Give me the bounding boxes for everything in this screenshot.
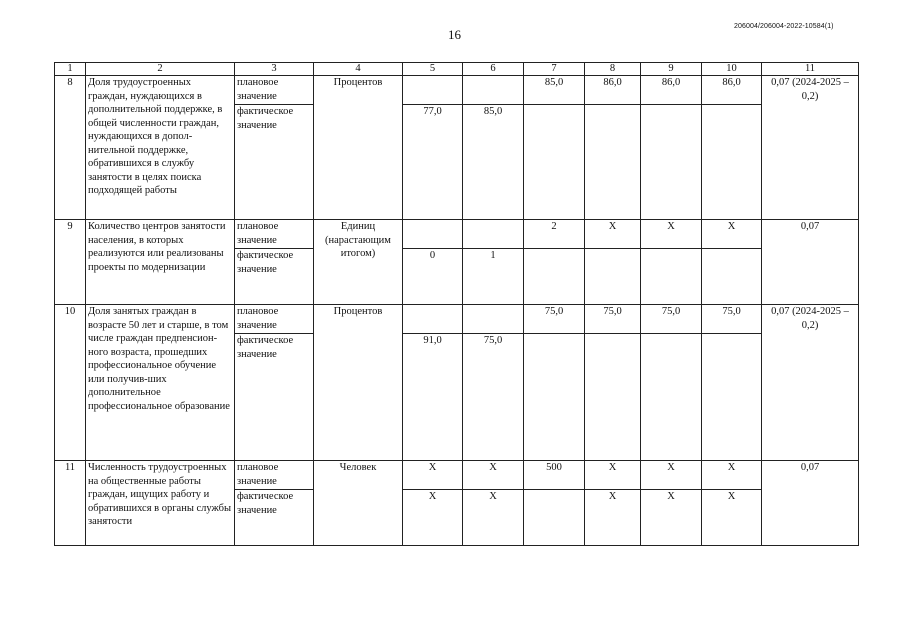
value-cell: 75,0 [463,334,524,461]
value-cell: 75,0 [524,305,585,334]
value-cell: X [641,220,702,249]
value-cell: X [403,461,463,490]
value-cell: 1 [463,249,524,305]
value-cell: 85,0 [463,105,524,220]
value-cell [463,305,524,334]
value-cell: X [702,461,762,490]
value-cell [524,249,585,305]
fact-label: фактическое значение [235,249,314,305]
document-id: 206004/206004-2022-10584(1) [734,23,834,30]
value-cell: X [702,490,762,546]
value-cell [403,220,463,249]
table-row [55,76,859,105]
value-cell [641,249,702,305]
plan-label: плановое значение [235,461,314,490]
value-cell [641,105,702,220]
column-number: 10 [702,63,762,76]
value-cell: 0 [403,249,463,305]
value-cell [403,305,463,334]
fact-label: фактическое значение [235,334,314,461]
value-cell: 75,0 [702,305,762,334]
value-cell: 75,0 [585,305,641,334]
indicator-name: Доля трудоустроенных граждан, нуждающихся в дополнительной поддержке, в общей численности граждан, нуждающихся в допол-нительной поддержке, обратившихся в службу занятости в целях поиска подходящей работы [86,76,235,220]
value-cell [702,105,762,220]
weight-cell: 0,07 (2024-2025 – 0,2) [762,305,859,461]
plan-label: плановое значение [235,305,314,334]
value-cell: 86,0 [585,76,641,105]
indicators-table [54,62,859,546]
value-cell: 500 [524,461,585,490]
column-number: 1 [55,63,86,76]
column-number: 11 [762,63,859,76]
page-number: 16 [448,27,461,42]
column-number: 5 [403,63,463,76]
fact-label: фактическое значение [235,490,314,546]
value-cell [641,334,702,461]
unit-cell: Процентов [314,76,403,220]
value-cell [702,249,762,305]
value-cell: 77,0 [403,105,463,220]
fact-label: фактическое значение [235,105,314,220]
value-cell: X [463,461,524,490]
value-cell: X [403,490,463,546]
value-cell: X [702,220,762,249]
column-number: 8 [585,63,641,76]
column-number: 2 [86,63,235,76]
value-cell: 85,0 [524,76,585,105]
value-cell [524,105,585,220]
column-number: 9 [641,63,702,76]
row-number: 9 [55,220,86,305]
value-cell: 86,0 [702,76,762,105]
value-cell: 91,0 [403,334,463,461]
value-cell: X [641,490,702,546]
value-cell [403,76,463,105]
indicator-name: Численность трудоустроенных на общественные работы граждан, ищущих работу и обратившихся в органы службы занятости [86,461,235,546]
value-cell [585,105,641,220]
value-cell: 75,0 [641,305,702,334]
weight-cell: 0,07 (2024-2025 – 0,2) [762,76,859,220]
weight-cell: 0,07 [762,220,859,305]
value-cell [524,334,585,461]
value-cell [463,76,524,105]
value-cell: 2 [524,220,585,249]
row-number: 8 [55,76,86,220]
table-row [55,220,859,249]
value-cell [585,249,641,305]
indicator-name: Доля занятых граждан в возрасте 50 лет и старше, в том числе граждан предпенсион-ного возраста, прошедших профессиональное обучение или получив-ших дополнительное профессиональное образование [86,305,235,461]
column-number: 3 [235,63,314,76]
unit-cell: Процентов [314,305,403,461]
column-number: 4 [314,63,403,76]
column-numbers-row [55,63,859,76]
value-cell: X [463,490,524,546]
value-cell: X [585,490,641,546]
plan-label: плановое значение [235,76,314,105]
table-row [55,305,859,334]
value-cell [702,334,762,461]
value-cell: X [641,461,702,490]
value-cell [524,490,585,546]
plan-label: плановое значение [235,220,314,249]
row-number: 10 [55,305,86,461]
column-number: 7 [524,63,585,76]
unit-cell: Единиц (нарастающим итогом) [314,220,403,305]
weight-cell: 0,07 [762,461,859,546]
indicator-name: Количество центров занятости населения, в которых реализуются или реализованы проекты по модернизации [86,220,235,305]
column-number: 6 [463,63,524,76]
unit-cell: Человек [314,461,403,546]
table-row [55,461,859,490]
value-cell: 86,0 [641,76,702,105]
value-cell [585,334,641,461]
row-number: 11 [55,461,86,546]
value-cell: X [585,220,641,249]
value-cell: X [585,461,641,490]
value-cell [463,220,524,249]
